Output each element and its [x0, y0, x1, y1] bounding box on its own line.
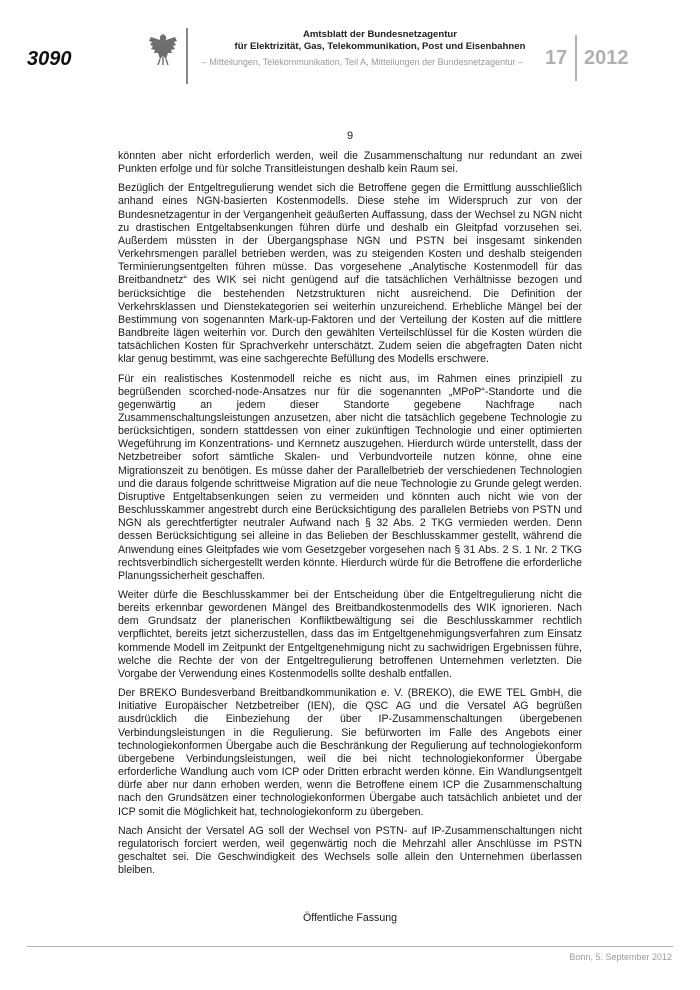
section-label: – Mitteilungen, Telekommunikation, Teil A, Mitteilungen der Bundesnetzagentur – [201, 57, 524, 67]
page-number: 3090 [27, 48, 72, 70]
journal-subtitle: für Elektrizität, Gas, Telekommunikation, Post und Eisenbahnen [234, 41, 526, 52]
journal-title: Amtsblatt der Bundesnetzagentur [302, 29, 458, 40]
paragraph: Der BREKO Bundesverband Breitbandkommunikation e. V. (BREKO), die EWE TEL GmbH, die Initiative Europäischer Netzbetreiber (IEN), die QSC AG und die Versatel AG begrüßen ausdrücklich die Einbeziehung der über IP-Zusammenschaltungen übergebenen Verbindungsleistungen in die Regulierung. Sie befürworten im Falle des Angebots einer technologiekonformen Übergabe auch die Beschränkung der Regulierung auf technologiekonform übergebene Verbindungsleistungen, weil die bei nicht technologiekonformer Übergabe erforderliche Wandlung auch vom ICP oder Dritten erbracht werden könne. Ein Wandlungsentgelt dürfe aber nur dann erhoben werden, wenn die Betroffene einem ICP die Zusammenschaltung nach den Grundsätzen einer technologiekonformen Übergabe auch tatsächlich anbietet und der ICP somit die Möglichkeit hat, technologiekonform zu übergeben. [118, 687, 582, 818]
issue-divider [575, 35, 577, 81]
place-date: Bonn, 5. September 2012 [569, 952, 672, 962]
paragraph: Nach Ansicht der Versatel AG soll der Wechsel von PSTN- auf IP-Zusammenschaltungen nicht regulatorisch forciert werden, weil gegenwärtig noch die Mehrzahl aller Anschlüsse im PSTN geschaltet sei. Die Geschwindigkeit des Wechsels solle allein den Unternehmen überlassen bleiben. [118, 824, 582, 877]
document-page-number: 9 [346, 130, 354, 142]
footer-rule [27, 946, 673, 947]
public-version-label: Öffentliche Fassung [302, 912, 398, 924]
paragraph: Weiter dürfe die Beschlusskammer bei der Entscheidung über die Entgeltregulierung nicht die bereits erkennbar gewordenen Mängel des Breitbandkostenmodells des WIK ignorieren. Nach dem Grundsatz der planerischen Konfliktbewältigung sei die Beschlusskammer rechtlich verpflichtet, bereits jetzt sicherzustellen, dass das im Entgeltgenehmigungsverfahren zum Einsatz kommende Modell im Zeitpunkt der Entgeltgenehmigung nicht zu sachwidrigen Ergebnissen führe, welche die Rechte der von der Entgeltregulierung betroffenen Unternehmen verletzten. Die Vorgabe der Verwendung eines Kostenmodells sollte deshalb entfallen. [118, 589, 582, 680]
issue-number: 17 [545, 47, 568, 69]
federal-eagle-icon [148, 32, 178, 66]
document-body [118, 150, 582, 883]
paragraph: Bezüglich der Entgeltregulierung wendet sich die Betroffene gegen die Ermittlung ausschließlich anhand eines NGN-basierten Kostenmodells. Diese stehe im Widerspruch zur von der Bundesnetzagentur in der Vergangenheit geäußerten Auffassung, dass der Wechsel zu NGN nicht zu drastischen Entgeltabsenkungen führen dürfe und deshalb ein Gleitpfad vorzusehen sei. Außerdem müssten in der Übergangsphase NGN und PSTN bei insgesamt sinkenden Verkehrsmengen parallel betrieben werden, was zu steigenden Kosten und deshalb steigenden Terminierungsentgelten führen müsse. Das vorgesehene „Analytische Kostenmodell für das Breitbandnetz“ des WIK sei nicht genügend auf die tatsächlichen Verhältnisse bezogen und berücksichtige die bestehenden Netzstrukturen nicht ausreichend. Die Definition der Verkehrsklassen und Dienstekategorien sei weiterhin unzureichend. Erhebliche Mängel bei der Bestimmung von sogenannten Mark-up-Faktoren und der Verteilung der Kosten auf die mittlere Bandbreite lägen weiterhin vor. Durch den gewählten Verteilschlüssel für die Kosten würden die tatsächlichen Kosten für Sprachverkehr unterschätzt. Zudem seien die abgefragten Daten nicht klar genug bestimmt, was eine sachgerechte Befüllung des Modells erschwere. [118, 182, 582, 366]
paragraph: Für ein realistisches Kostenmodell reiche es nicht aus, im Rahmen eines prinzipiell zu begrüßenden scorched-node-Ansatzes nur für die sogenannten „MPoP“-Standorte und die gegenwärtig an jedem dieser Standorte gegebene Nachfrage nach Zusammenschaltungsleistungen anzusetzen, aber nicht die tatsächlich gegebene Technologie zu berücksichtigen, sondern stattdessen von einer zukünftigen Technologie und einer optimierten Wegeführung im Konzentrations- und Kernnetz auszugehen. Hierdurch würde unterstellt, dass der Netzbetreiber sofort sämtliche Skalen- und Verbundvorteile nutzen könne, ohne eine Migrationszeit zu benötigen. Es müsse daher der Parallelbetrieb der verschiedenen Technologien und die daraus folgende schrittweise Migration auf die neue Technologie zu Grunde gelegt werden. Disruptive Entgeltabsenkungen seien zu vermeiden und könnten auch nicht wie von der Beschlusskammer angestrebt durch eine Berücksichtigung des parallelen Betriebs von PSTN und NGN als gerechtfertigter neutraler Aufwand nach § 32 Abs. 2 TKG vermieden werden. Denn dessen Berücksichtigung sei alleine in das Belieben der Beschlusskammer gestellt, während die Anwendung eines Gleitpfades wie vom Gesetzgeber vorgesehen nach § 31 Abs. 2 S. 1 Nr. 2 TKG rechtsverbindlich sichergestellt werden könnte. Hierdurch würde für die Betroffene die erforderliche Planungssicherheit geschaffen. [118, 372, 582, 582]
header-divider [186, 28, 188, 84]
paragraph: könnten aber nicht erforderlich werden, weil die Zusammenschaltung nur redundant an zwei Punkten erfolge und für solche Transitleistungen deshalb kein Raum sei. [118, 150, 582, 176]
issue-year: 2012 [584, 47, 629, 69]
